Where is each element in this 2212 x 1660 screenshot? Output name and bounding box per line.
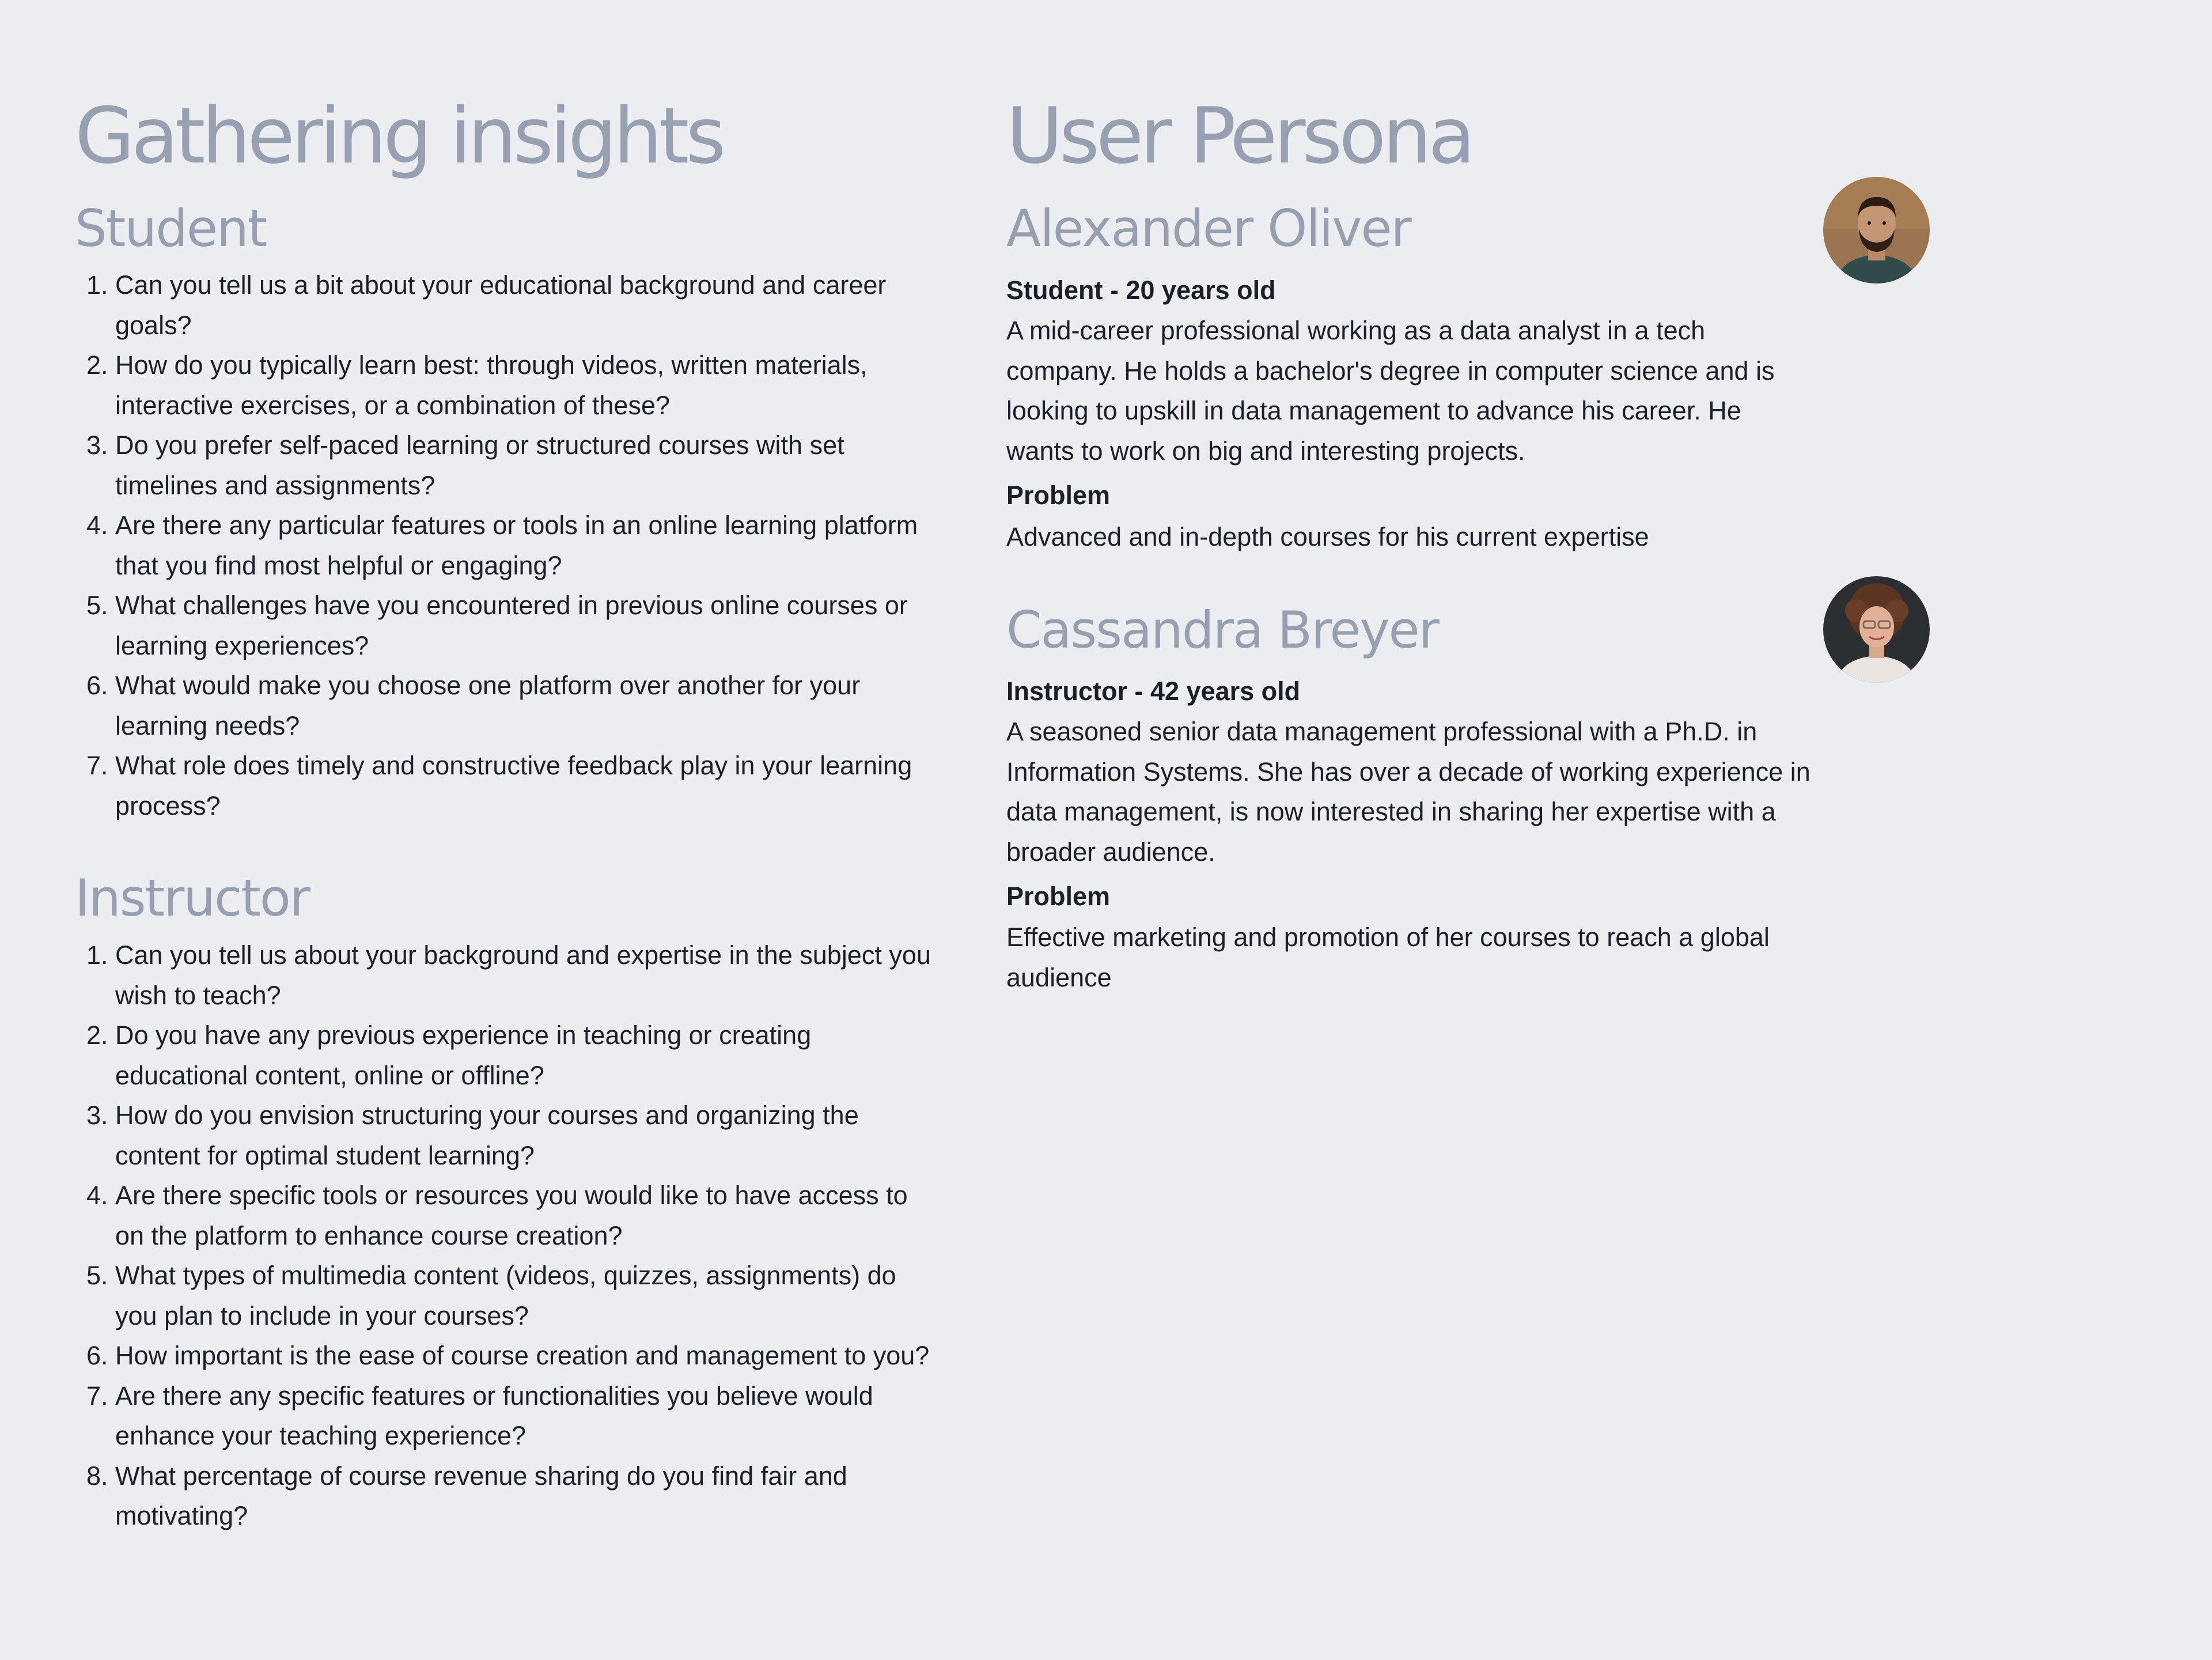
woman-portrait-icon xyxy=(1823,576,1930,683)
student-question: 6. What would make you choose one platform over another for your learning needs? xyxy=(115,665,933,746)
instructor-question: 4. Are there specific tools or resources you would like to have access to on the platform to enhance course creation? xyxy=(115,1175,933,1256)
persona-description: A seasoned senior data management professional with a Ph.D. in Information Systems. She has over a decade of working experience in data management, is now interested in sharing her expertise with a broader audience. xyxy=(1006,717,1810,867)
user-persona-title: User Persona xyxy=(1006,91,1472,181)
instructor-question: 1. Can you tell us about your background and expertise in the subject you wish to teach? xyxy=(115,935,933,1015)
persona-problem-label: Problem xyxy=(1006,481,1111,510)
student-heading: Student xyxy=(75,199,267,258)
man-portrait-icon xyxy=(1823,177,1930,283)
persona-name: Alexander Oliver xyxy=(1006,199,1411,258)
persona-name: Cassandra Breyer xyxy=(1006,600,1438,660)
instructor-question: 3. How do you envision structuring your courses and organizing the content for optimal student learning? xyxy=(115,1095,933,1175)
instructor-question: 2. Do you have any previous experience in teaching or creating educational content, online or offline? xyxy=(115,1015,933,1095)
instructor-question: 7. Are there any specific features or functionalities you believe would enhance your teaching experience? xyxy=(115,1376,933,1456)
student-question: 7. What role does timely and constructive feedback play in your learning process? xyxy=(115,746,933,826)
persona-problem-label: Problem xyxy=(1006,882,1111,911)
persona-description: A mid-career professional working as a data analyst in a tech company. He holds a bachelor's degree in computer science and is looking to upskill in data management to advance his career. He wants to work on big and interesting projects. xyxy=(1006,316,1775,466)
instructor-question-list xyxy=(75,935,933,1536)
gathering-insights-title: Gathering insights xyxy=(75,91,723,181)
instructor-question: 5. What types of multimedia content (videos, quizzes, assignments) do you plan to include in your courses? xyxy=(115,1256,933,1336)
persona-problem: Advanced and in-depth courses for his current expertise xyxy=(1006,522,1649,551)
persona-problem: Effective marketing and promotion of her courses to reach a global audience xyxy=(1006,922,1770,992)
student-question-list xyxy=(75,265,933,826)
persona-role: Student - 20 years old xyxy=(1006,275,1276,305)
avatar xyxy=(1823,576,1930,683)
instructor-heading: Instructor xyxy=(75,868,309,928)
student-question: 2. How do you typically learn best: through videos, written materials, interactive exercises, or a combination of these? xyxy=(115,345,933,425)
instructor-question: 8. What percentage of course revenue sharing do you find fair and motivating? xyxy=(115,1456,933,1536)
avatar xyxy=(1823,177,1930,283)
student-question: 3. Do you prefer self-paced learning or structured courses with set timelines and assignments? xyxy=(115,425,933,505)
student-question: 5. What challenges have you encountered in previous online courses or learning experiences? xyxy=(115,585,933,665)
persona-role: Instructor - 42 years old xyxy=(1006,676,1301,706)
student-question: 4. Are there any particular features or tools in an online learning platform that you find most helpful or engaging? xyxy=(115,505,933,585)
student-question: 1. Can you tell us a bit about your educational background and career goals? xyxy=(115,265,933,345)
instructor-question: 6. How important is the ease of course creation and management to you? xyxy=(115,1336,933,1376)
